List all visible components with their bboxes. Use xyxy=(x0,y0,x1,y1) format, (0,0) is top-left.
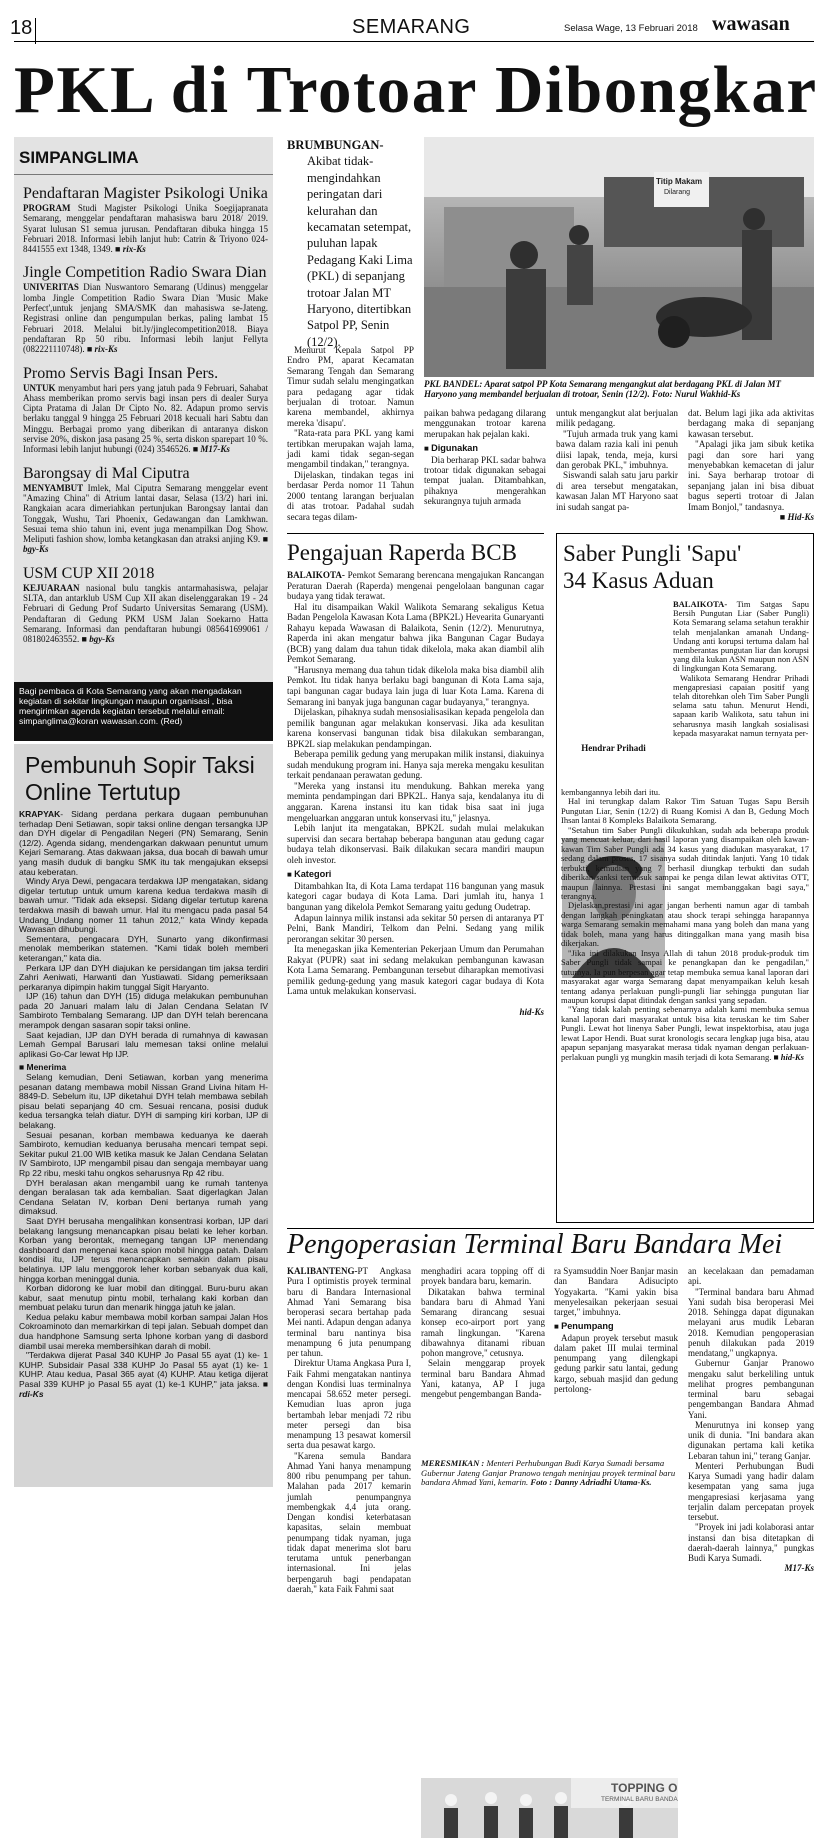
byline: rdi-Ks xyxy=(19,1388,44,1399)
brief-body: menyambut hari pers yang jatuh pada 9 Februari, Sahabat Ahass memberikan promo servis bagi insan pers di dealer Surya Cipta Pratama di Jalan Dr Cipto No. 82. Adapun promo servis berlaku tanggal 9 hingga 25 Februari 2018 kecuali hari Sabtu dan Minggu. Berbagai promo yang diberikan di antaranya diskon servise 20%, diskon jasa pasang 25 %, serta diskon sparepart 10 %. Informasi lebih lanjut hubungi (024) 3546526. xyxy=(23,382,269,455)
paragraph: IJP (16) tahun dan DYH (15) diduga melakukan pembunuhan pada 20 Januari malam lalu di Jalan Cendana Selatan IV Sambiroto Tembalang Semarang. IJP dan DYH telah berencana merampok dengan sasaran sopir taksi online. xyxy=(19,991,268,1031)
brief-title: Jingle Competition Radio Swara Dian xyxy=(23,264,267,282)
paragraph: - Sidang perdana perkara dugaan pembunuhan terhadap Deni Setiawan, sopir taksi online dengan tersangka IJP dan DYH digelar di Pengadilan Negeri (PN) Semarang, Senin (12/2). Agenda sidang, mendengarkan dakwaan penuntut umum Kejari Semarang. Atas dakwaan jaksa, dua bocah di bawah umur yang masih duduk di bangku SMK itu tak mengajukan eksepsi atau keberatan. xyxy=(19,809,268,877)
paragraph: Dikatakan bahwa terminal bandara baru di Ahmad Yani Semarang dirancang sesuai konsep eco-airport port yang ramah lingkungan. "Karena dibawahnya ditanami ribuan pohon mangrove," cetusnya. xyxy=(421,1286,545,1358)
brief-title: Barongsay di Mal Ciputra xyxy=(23,464,190,482)
photo-banner-text: TOPPING O xyxy=(611,1781,678,1795)
paragraph: untuk mengangkut alat berjualan milik pedagang. xyxy=(556,408,678,429)
paragraph: Beberapa pemilik gedung yang merupakan milik instansi, diakuinya sudah mendukung program ini. Hanya saja mereka mengaku kesulitan terkait pendanaan perawatan gedung. xyxy=(287,749,544,781)
sopir-headline: Pembunuh Sopir Taksi Online Tertutup xyxy=(25,752,255,805)
terminal-photo-caption xyxy=(421,1459,678,1492)
saber-headline: Saber Pungli 'Sapu' 34 Kasus Aduan xyxy=(563,541,742,593)
saber-side xyxy=(673,600,809,784)
paragraph: paikan bahwa pedagang dilarang menggunakan trotoar karena merupakan hak pejalan kaki. xyxy=(424,408,546,439)
main-headline: PKL di Trotoar Dibongkar xyxy=(14,53,818,127)
photo-credit: Foto : Danny Adriadhi Utama-Ks. xyxy=(530,1477,652,1488)
brief-lead: MENYAMBUT xyxy=(23,482,84,493)
paragraph: "Yang tidak kalah penting sebenarnya adalah kami membuka semua kanal laporan dari masyarakat untuk bisa kita teruskan ke tim Saber Pungli. Lewat hot linenya Saber Pungli, lewat inspektorbisa, atau juga lewat Lapor Hendi. Buat surat kronologis secara lengkap juga bisa, atau apapun sepanjang masyarakat merasa tidak nyaman dengan perlakuan-perlakuan pungli yg mungkin masih terjadi di kota Semarang. xyxy=(561,1004,809,1062)
brief-sign: bgy-Ks xyxy=(23,544,49,555)
raperda-article xyxy=(287,533,544,1223)
brief-sign: rix-Ks xyxy=(122,244,146,255)
paragraph: Dia berharap PKL sadar bahwa trotoar tidak digunakan sebagai tempat jualan. Ditambahkan, pihaknya mengerahkan sekurangnya tujuh armada xyxy=(424,454,546,507)
pkl-lead xyxy=(287,137,414,349)
subheading: ■ Menerima xyxy=(19,1062,67,1073)
paragraph: dat. Belum lagi jika ada aktivitas berdagang maka di sepanjang kawasan tersebut. xyxy=(688,408,814,439)
paragraph: "Terminal bandara baru Ahmad Yani sudah bisa beroperasi Mei 2018. Sehingga dapat digunakan melayani arus mudik Lebaran 2018. Kemudian pengoperasian penuh dilakukan pada 2019 mendatang," ungkapnya. xyxy=(688,1286,814,1358)
subheading: ■ Kategori xyxy=(287,869,544,881)
subheading: ■ Penumpang xyxy=(554,1321,678,1332)
subheading: ■ Digunakan xyxy=(424,443,546,454)
paragraph: Selain menggarap proyek terminal baru Bandara Ahmad Yani, katanya, AP I juga mengebut pengembangan Banda- xyxy=(421,1358,545,1399)
brief-sign: bgy-Ks xyxy=(89,634,115,645)
paragraph: Saat kejadian, IJP dan DYH berada di rumahnya di kawasan Lemah Gempal Barusari lalu memesan taksi online melalui aplikasi Go-Car lewat Hp IJP. xyxy=(19,1029,268,1059)
caption-text: Menteri Perhubungan Budi Karya Sumadi bersama Gubernur Jateng Ganjar Pranowo tengah meninjau proyek terminal baru bandara Ahmad Yani, kemarin. xyxy=(421,1458,676,1488)
paragraph: Ditambahkan Ita, di Kota Lama terdapat 116 bangunan yang masuk kategori cagar budaya di Kota Lama. Dari jumlah itu, hanya 1 bangunan yang dikelola Pemkot Semarang yaitu gedung Oudetrap. xyxy=(287,880,544,912)
brief-sign: M17-Ks xyxy=(200,444,230,455)
byline: hid-Ks xyxy=(519,1006,544,1017)
paragraph: Ita menegaskan jika Kementerian Pekerjaan Umum dan Perumahan Rakyat (PUPR) saat ini sedang melakukan pembangunan kawasan Kota Lama Semarang. Pembangunan tersebut diharapkan memotivasi pemilik gedung-gedung yang masuk kategori cagar budaya di Kota Lama untuk melakukan konservasi. xyxy=(287,944,544,997)
paragraph: Sesuai pesanan, korban membawa keduanya ke daerah Sambiroto, kemudian keduanya berusaha mencari tempat sepi. Sekitar pukul 21.00 WIB ketika masuk ke Jalan Cendana Selatan IV Sambiroto, IJP mengambil pisau dan sengaja membayar uang Rp 22 ribu, meski tahu ongkos seharusnya Rp 42 ribu. xyxy=(19,1129,268,1178)
paragraph: "Setahun tim Saber Pungli dikukuhkan, sudah ada beberapa produk yang mencuat keluar, dari hasil laporan yang disampaikan oleh kawan-kawan Tim Saber Pungli ada 34 kasus yang diadukan masyarakat, 17 sedang dalam proses, 17 sisanya sudah ditindak lanjuti. Yang 10 tidak terbukti, kemudian yang 7 berhasil diungkap terbukti dan sudah diberikan sanksi termasuk sampai ke penga dilan lewat aktivitas OTT, maupun lainnya. Prestasi ini sangat membanggakan bagi saya," terangnya. xyxy=(561,824,809,901)
paragraph: Walikota Semarang Hendrar Prihadi mengapresiasi capaian positif yang telah ditorehkan oleh Tim Saber Pungli selama satu tahun. Menurut Hendi, sapaan karib Walikota, satu tahun ini seharusnya masih langkah sosialisasi kepada masyarakat namun ternyata per- xyxy=(673,672,809,738)
paragraph: PT Angkasa Pura I optimistis proyek terminal baru di Bandara Internasional Ahmad Yani Semarang bisa beroperasi secara bertahap pada Mei nanti. Adapun dengan adanya terminal baru nantinya bisa menampung 6 juta penumpang per tahun. xyxy=(287,1266,411,1358)
brief-item: Promo Servis Bagi Insan Pers. UNTUK menyambut hari pers yang jatuh pada 9 Februari, Sahabat Ahass memberikan promo servis bagi insan pers di dealer Surya Cipta Pratama di Jalan Dr Cipto No. 82. Adapun promo servis berlaku tanggal 9 hingga 25 Februari 2018 kecuali hari Sabtu dan Minggu. Berbagai promo yang diberikan di antaranya diskon servise 20%, diskon jasa pasang 25 %, serta diskon sparepart 10 %. Informasi lebih lanjut hubungi (024) 3546526. ■ M17-Ks xyxy=(23,364,269,455)
sopir-article: Pembunuh Sopir Taksi Online Tertutup KRAPYAK- Sidang perdana perkara dugaan pembunuhan terhadap Deni Setiawan, sopir taksi online dengan tersangka IJP dan DYH digelar di Pengadilan Negeri (PN) Semarang, Senin (12/2). Agenda sidang, mendengarkan dakwaan penuntut umum Kejari Semarang. Atas dakwaan jaksa, dua bocah di bawah umur yang masih duduk di bangku SMK itu tak mengajukan eksepsi atau keberatan. Windy Arya Dewi, pengacara terdakwa IJP mengatakan, sidang digelar tertutup untuk umum karena kedua terdakwa masih di bawah umur. "Tidak ada eksepsi. Sidang digelar tertutup karena terdakwa masih di bawah umur. Hal itu mengacu pada pasal 54 Undang_Undang nomer 11 tahun 2012," kata Windy kepada Wawasan dihubungi. Sementara, pengacara DYH, Sunarto yang dikonfirmasi menolak memberikan statemen. "Kami tidak boleh memberi keterangan," kata dia. Perkara IJP dan DYH diajukan ke persidangan tim jaksa terdiri Zahri Aeniwati, Harwanti dan Yustiawati. Sidang pemeriksaan perkaranya dipimpin hakim tunggal Sigit Haryanto. IJP (16) tahun dan DYH (15) diduga melakukan pembunuhan pada 20 Januari malam lalu di Jalan Cendana Selatan IV Sambiroto Tembalang Semarang. IJP dan DYH telah berencana merampok dengan sasaran sopir taksi online. Saat kejadian, IJP dan DYH berada di rumahnya di kawasan Lemah Gempal Barusari lalu memesan taksi online melalui aplikasi Go-Car lewat Hp IJP. ■ Menerima Selang kemudian, Deni Setiawan, korban yang menerima pesanan datang membawa mobil Nissan Grand Livina hitam H-8849-D. Sebelum itu, IJP diketahui DYH telah membawa sebilah pisau belati sepanjang 40 cm. Sesuai rencana, posisi duduk kedua tersangka telah diatur. DYH di samping kiri korban, IJP di belakang. Sesuai pesanan, korban membawa keduanya ke daerah Sambiroto, kemudian keduanya berusaha mencari tempat sepi. Sekitar pukul 21.00 WIB ketika masuk ke Jalan Cendana Selatan IV Sambiroto, IJP mengambil pisau dan sengaja membayar uang Rp 22 ribu, meski tahu ongkos seharusnya Rp 42 ribu. DYH beralasan akan mengambil uang ke rumah tantenya dengan beralasan tak ada kembalian. Saat digerlagkan Jalan Cendana Selatan IV, korban Deni bertanya rumah yang dimaksud. Saat DYH berusaha mengalihkan konsentrasi korban, IJP dari belakang langsung menancapkan pisau belati ke leher korban. Korban yang berontak, memegang tangan IJP menendang dashboard dan mengenai kaca spion mobil hingga patah. Dalam kondisi itu, IJP terus menancapkan semakin dalam pisau belatinya. IJP lalu menggorok leher korban sebanyak dua kali, hingga korban meninggal dunia. Korban didorong ke luar mobil dan ditinggal. Buru-buru akan kabur, saat menutup pintu mobil, terhalang kaki korban dan membuat pelaku turun dan menarik hingga jatuh ke jalan. Kedua pelaku kabur membawa mobil korban sampai Jalan Hos Cokroaminoto dan memarkirkan di tepi jalan. Sebuah dompet dan dua handphone Samsung serta Iphone korban yang di dasbord diambil usai mereka membersihkan darah di mobil. "Terdakwa dijerat Pasal 340 KUHP Jo Pasal 55 ayat (1) ke- 1 KUHP. Subsidair Pasal 338 KUHP Jo Pasal 55 ayat (1) ke- 1 KUHP. Atau kedua, Pasal 365 ayat (4) KUHP. Atau ketiga dijerat Pasal 339 KUHP jo Pasal 55 ayat (1) ke-1 KUHP," jata jaksa. ■ rdi-Ks xyxy=(14,744,273,1487)
raperda-dateline: BALAIKOTA- xyxy=(287,570,345,580)
saber-body: kembangannya lebih dari itu. Hal ini terungkap dalam Rakor Tim Satuan Tugas Sapu Bersih Pungutan Liar, Senin (12/2) di Ruang Komisi A dan B, Gedung Moch Ihsan lantai 8 Kompleks Balaikota Semarang. "Setahun tim Saber Pungli dikukuhkan, sudah ada beberapa produk yang mencuat keluar, dari hasil laporan yang disampaikan oleh kawan-kawan Tim Saber Pungli ada 34 kasus yang diadukan masyarakat, 17 sedang dalam proses, 17 sisanya sudah ditindak lanjuti. Yang 10 tidak terbukti, kemudian yang 7 berhasil diungkap terbukti dan sudah diberikan sanksi termasuk sampai ke penga dilan lewat aktivitas OTT, maupun lainnya. Prestasi ini sangat membanggakan bagi saya," terangnya. Djelaskan,prestasi ini agar jangan berhenti namun agar di tambah dengan langkah peningkatan atau shock terapi sehingga harapannya warga Semarang semakin memahami mana yang boleh dan mana yang tidak boleh, mana yang harus ditinggalkan mana yang masih bisa dikerjakan. "Jika ini dilakukan Insya Allah di tahun 2018 produk-produk tim Saber Pungli tidak sampai ke penangkapan dan ke pengadilan," tuturnya. Ia pun berpesan agar tetap membuka semua kanal laporan dari masyarakat agar warga Semarang dapat menyampaikan keluh kesah tentang adanya perlakuan pungli-pungli liar sehingga pungutan liar maupun korupsi dapat ditindak dengan sanksi yang sepadan. "Yang tidak kalah penting sebenarnya adalah kami membuka semua kanal laporan dari masyarakat untuk bisa kita teruskan ke tim Saber Pungli. Lewat hot linenya Saber Pungli, lewat inspektorbisa, atau juga lewat Lapor Hendi. Buat surat kronologis secara lengkap juga bisa, atau apapun sepanjang masyarakat merasa tidak nyaman dengan perlakuan-perlakuan pungli yg mungkin masih terjadi di kota Semarang. ■ hid-Ks xyxy=(561,787,809,1062)
paragraph: Djelaskan,prestasi ini agar jangan berhenti namun agar di tambah dengan langkah peningkatan atau shock terapi sehingga harapannya warga Semarang semakin memahami mana yang boleh dan mana yang tidak boleh, mana yang harus ditinggalkan mana yang masih bisa dikerjakan. xyxy=(561,900,809,949)
terminal-col3 xyxy=(554,1266,678,1396)
brief-item: Pendaftaran Magister Psikologi Unika PROGRAM Studi Magister Psikologi Unika Soegijapranata Semarang, menggelar pendaftaran mahasiswa baru 2018/ 2019. Syarat lulusan S1 semua jurusan. Pendaftaran dibuka hingga 15 Februari 2018. Informasi lebih lanjut hub: Catrin & Triyono 024-8441555 ext 1348, 1349. ■ rix-Ks xyxy=(23,185,268,255)
terminal-col2 xyxy=(421,1266,545,1399)
paragraph: Perkara IJP dan DYH diajukan ke persidangan tim jaksa terdiri Zahri Aeniwati, Harwanti dan Yustiawati. Sidang pemeriksaan perkaranya dipimpin hakim tunggal Sigit Haryanto. xyxy=(19,962,268,992)
section-name: SEMARANG xyxy=(352,16,471,38)
caption-text: PKL BANDEL: Aparat satpol PP Kota Semarang mengangkut alat berdagang PKL di Jalan MT Haryono yang membandel berjualan di trotoar, Senin (12/2). xyxy=(424,379,781,400)
paragraph: kembangannya lebih dari itu. xyxy=(561,787,661,797)
brief-item: Jingle Competition Radio Swara Dian UNIVERITAS Dian Nuswantoro Semarang (Udinus) menggelar lomba Jingle Competition Radio Swara Dian 'Music Make Perfect',untuk jenjang SMA/SMK dan mahasiswa se-Jateng. Registrasi online dan pengumpulan berkas, paling lambat 15 Februari 2018. Melalui bit.ly/jinglecompetition2018. Biaya pendaftaran Rp 50 ribu. Informasi lebih lanjut Fellyta (082221110748). ■ rix-Ks xyxy=(23,264,268,355)
brief-title: USM CUP XII 2018 xyxy=(23,564,155,582)
simpanglima-title: SIMPANGLIMA xyxy=(14,137,273,175)
brand-logo: wawasan xyxy=(712,13,790,35)
byline: M17-Ks xyxy=(784,1563,814,1574)
paragraph: Menurut Kepala Satpol PP Endro PM, aparat Kecamatan Semarang Tengah dan Semarang Timur sudah selalu mengingatkan para pedagang agar tidak berjualan di trotoar. Namun karena membandel, akhirnya mereka 'disapu'. xyxy=(287,345,414,428)
paragraph: DYH beralasan akan mengambil uang ke rumah tantenya dengan beralasan tak ada kembalian. Saat digerlagkan Jalan Cendana Selatan IV, korban Deni bertanya rumah yang dimaksud. xyxy=(19,1177,268,1217)
paragraph: Sementara, pengacara DYH, Sunarto yang dikonfirmasi menolak memberikan statemen. "Kami tidak boleh memberi keterangan," kata dia. xyxy=(19,933,268,963)
paragraph: Windy Arya Dewi, pengacara terdakwa IJP mengatakan, sidang digelar tertutup untuk umum karena kedua terdakwa masih di bawah umur. "Tidak ada eksepsi. Sidang digelar tertutup karena terdakwa masih di bawah umur. Hal itu mengacu pada pasal 54 Undang_Undang nomer 11 tahun 2012," kata Windy kepada Wawasan dihubungi. xyxy=(19,876,268,935)
paragraph: Lebih lanjut ita mengatakan, BPK2L sudah mulai melakukan supervisi dan secara bertahap beberapa bangunan atau gedung cagar budaya telah dikonservasi. Baik dilakukan secara mandiri maupun oleh investor. xyxy=(287,823,544,865)
paragraph: Menurutnya ini konsep yang unik di dunia. "Ini bandara akan digunakan pertama kali ketika Lebaran tahun ini," terang Ganjar. xyxy=(688,1419,814,1461)
simpanglima-box xyxy=(14,137,273,741)
page-number: 18 xyxy=(10,17,33,39)
issue-date: Selasa Wage, 13 Februari 2018 xyxy=(564,23,698,34)
brief-item: USM CUP XII 2018 KEJUARAAN nasional bulu tangkis antarmahasiswa, pelajar SLTA, dan antarklub USM Cup XII akan diselenggarakan 19 - 24 Februari di Gedung Prof Sudarto Universitas Semarang (USM). Pendaftaran di Gedung PKM USM Jalan Soekarno Hatta Semarang. Informasi dan pendaftaran hubungi 085641699061 / 081802463552. ■ bgy-Ks xyxy=(23,564,269,645)
paragraph: "Jika ini dilakukan Insya Allah di tahun 2018 produk-produk tim Saber Pungli tidak sampai ke penangkapan dan ke pengadilan," tuturnya. Ia pun berpesan agar tetap membuka semua kanal laporan dari masyarakat agar warga Semarang dapat menyampaikan keluh kesah tentang adanya perlakuan pungli-pungli liar sehingga pungutan liar maupun korupsi dapat ditindak dengan sanksi yang sepadan. xyxy=(561,947,809,1005)
photo-sign-text: Dilarang xyxy=(664,189,691,196)
pkl-col4: dat. Belum lagi jika ada aktivitas berdagang maka di sepanjang kawasan tersebut. "Apalagi jika jam sibuk ketika pagi dan sore hari yang menyebabkan kemacetan di jalur ini. Saya berharap trotoar di sepanjang jalan ini bisa dibuat bagus seperti trotoar di Jalan Imam Bonjol," tandasnya. ■ Hid-Ks xyxy=(688,408,814,523)
brief-lead: UNIVERITAS xyxy=(23,282,79,293)
paragraph: "Tujuh armada truk yang kami bawa dalam razia kali ini penuh diisi lapak, tenda, meja, kursi dan gerobak PKL," imbuhnya. xyxy=(556,428,678,471)
paragraph: an kecelakaan dan pemadaman api. xyxy=(688,1266,814,1287)
paragraph: Korban didorong ke luar mobil dan ditinggal. Buru-buru akan kabur, saat menutup pintu mobil, terhalang kaki korban dan membuat pelaku turun dan menarik hingga jatuh ke jalan. xyxy=(19,1283,268,1313)
paragraph: "Terdakwa dijerat Pasal 340 KUHP Jo Pasal 55 ayat (1) ke- 1 KUHP. Subsidair Pasal 338 KUHP Jo Pasal 55 ayat (1) ke- 1 KUHP. Atau kedua, Pasal 365 ayat (4) KUHP. Atau ketiga dijerat Pasal 339 KUHP jo Pasal 55 ayat (1) ke-1 KUHP," jata jaksa. xyxy=(19,1350,268,1390)
paragraph: Selang kemudian, Deni Setiawan, korban yang menerima pesanan datang membawa mobil Nissan Grand Livina hitam H-8849-D. Sebelum itu, IJP diketahui DYH telah membawa sebilah pisau belati sepanjang 40 cm. Sesuai rencana, posisi duduk kedua tersangka telah diatur. DYH di samping kiri korban, IJP di belakang. xyxy=(19,1072,268,1130)
paragraph: Dijelaskan, tindakan tegas ini berdasar Perda nomor 11 Tahun 2000 tentang larangan berjualan di atas trotoar. Padahal sudah secara tegas dilam- xyxy=(287,469,414,522)
brief-body: nasional bulu tangkis antarmahasiswa, pelajar SLTA, dan antarklub USM Cup XII akan diselenggarakan 19 - 24 Februari di Gedung Prof Sudarto Universitas Semarang (USM). Pendaftaran di Gedung PKM USM Jalan Soekarno Hatta Semarang. Informasi dan pendaftaran hubungi 085641699061 / 081802463552. xyxy=(23,582,269,645)
paragraph: Adapun proyek tersebut masuk dalam paket III mulai terminal penumpang yang dilengkapi gedung parkir satu lantai, gedung kargo, sebuah masjid dan gedung pertolong- xyxy=(554,1332,678,1394)
photo-banner-subtext: TERMINAL BARU BANDA xyxy=(601,1796,678,1803)
terminal-photo xyxy=(421,1778,678,1838)
paragraph: "Mereka yang instansi itu mendukung. Bahkan mereka yang meminta pendampingan dari BPK2L. Hanya saja, kendalanya itu di anggaran. Karena instansi itu kan tidak bisa saat ini juga mengeluarkan anggaran untuk konservasi itu," jelasnya. xyxy=(287,780,544,823)
pkl-photo-caption xyxy=(424,379,814,401)
brief-lead: UNTUK xyxy=(23,382,56,393)
terminal-headline: Pengoperasian Terminal Baru Bandara Mei xyxy=(287,1228,814,1262)
paragraph: Hal itu disampaikan Wakil Walikota Semarang sekaligus Ketua Badan Pengelola Kawasan Kota Lama (BPK2L) Hevearita Gunaryanti Rahayu kepada Wawasan di Balaikota, Senin (12/2). Menurutnya, Raperda ini akan mengatur bahwa jika Bangunan Cagar Budaya (BCB) yang dalam dua tahun tidak dikelola, maka akan diambil alih Pemkot Semarang. xyxy=(287,601,544,665)
paragraph: "Karena semula Bandara Ahmad Yani hanya menampung 800 ribu penumpang per tahun. Malahan pada 2017 kemarin jumlah penumpangnya membengkak 4,4 juta orang. Dengan kondisi keterbatasan kapasitas, selain membuat penumpang tidak nyaman, juga tidak dapat menerima slot baru terutama untuk penerbangan internasional. Ini jelas berpengaruh bagi pendapatan daerah," kata Faik Fahmi saat xyxy=(287,1450,411,1594)
paragraph: Saat DYH berusaha mengalihkan konsentrasi korban, IJP dari belakang langsung menancapkan pisau belati ke leher korban. Korban yang berontak, memegang tangan IJP menendang dashboard dan mengenai kaca spion mobil hingga patah. Dalam kondisi itu, IJP terus menancapkan semakin dalam pisau belatinya. IJP lalu menggorok leher korban sebanyak dua kali, hingga korban meninggal dunia. xyxy=(19,1215,268,1284)
brief-lead: PROGRAM xyxy=(23,203,71,213)
brief-lead: KEJUARAAN xyxy=(23,582,80,593)
brief-title: Promo Servis Bagi Insan Pers. xyxy=(23,364,219,382)
byline: hid-Ks xyxy=(780,1051,804,1062)
brief-item: Barongsay di Mal Ciputra MENYAMBUT Imlek, Mal Ciputra Semarang menggelar event "Amazing China" di Atrium lantai dasar, Selasa (13/2) hari ini. Rangkaian acara dimeriahkan pertunjukan Barongsay lantai dan Tonggak, Wushu, Tari Phoenix, Gedawangan dan Lamkhwan. Sesuai tema shio tahun ini, event juga menampilkan Dog Show. Meliputi fashion show, lomba ketangkasan dan atraksi anjing K9. ■ bgy-Ks xyxy=(23,464,269,555)
paragraph: Hal ini terungkap dalam Rakor Tim Satuan Tugas Sapu Bersih Pungutan Liar, Senin (12/2) di Ruang Komisi A dan B, Gedung Moch Ihsan lantai 8 Kompleks Balaikota Semarang. xyxy=(561,796,809,826)
paragraph: Menteri Perhubungan Budi Karya Sumadi yang hadir dalam kesempatan yang sama juga mengapresiasi kerjasama yang terjalin dalam percepatan proyek tersebut. xyxy=(688,1460,814,1522)
paragraph: "Apalagi jika jam sibuk ketika pagi dan sore hari yang menyebabkan kemacetan di jalur ini. Saya berharap trotoar di sepanjang jalan ini bisa dibuat bagus seperti trotoar di Jalan Imam Bonjol," tandasnya. xyxy=(688,439,814,512)
sopir-lead: KRAPYAK xyxy=(19,809,61,819)
brief-title: Pendaftaran Magister Psikologi Unika xyxy=(23,185,268,202)
terminal-col4 xyxy=(688,1266,814,1574)
brief-body: Imlek, Mal Ciputra Semarang menggelar event "Amazing China" di Atrium lantai dasar, Selasa (13/2) hari ini. Rangkaian acara dimeriahkan pertunjukan Barongsay lantai dan Tonggak, Wushu, Tari Phoenix, Gedawangan dan Lamkhwan. Sesuai tema shio tahun ini, event juga menampilkan Dog Show. Meliputi fashion show, lomba ketangkasan dan atraksi anjing K9. xyxy=(23,482,268,545)
pkl-dateline: BRUMBUNGAN- xyxy=(287,138,384,152)
raperda-headline: Pengajuan Raperda BCB xyxy=(287,540,517,565)
pkl-photo-illustration xyxy=(424,137,814,377)
pkl-col1 xyxy=(287,345,414,530)
simpanglima-note: Bagi pembaca di Kota Semarang yang akan mengadakan kegiatan di sekitar lingkungan maupun organisasi , bisa mengirimkan agenda kegiatan tersebut melalui email: simpanglima@koran wawasan.com. (Red) xyxy=(14,682,273,741)
paragraph: Kedua pelaku kabur membawa mobil korban sampai Jalan Hos Cokroaminoto dan memarkirkan di tepi jalan. Sebuah dompet dan dua handphone Samsung serta Iphone korban yang di dasbord diambil usai mereka membersihkan darah di mobil. xyxy=(19,1311,268,1351)
terminal-dateline: KALIBANTENG- xyxy=(287,1266,358,1276)
paragraph: Gubernur Ganjar Pranowo mengaku salut berkeliling untuk melihat progres pembangunan terminal baru sebagai pengembangan Bandara Ahmad Yani. xyxy=(688,1358,814,1420)
pkl-col2 xyxy=(424,408,546,530)
byline: Hid-Ks xyxy=(787,512,814,523)
photo-sign-text: Titip Makam xyxy=(656,177,703,186)
paragraph: Pemkot Semarang berencana mengajukan Rancangan Peraturan Daerah (Raperda) mengenai pengelolaan bangunan cagar budaya yang tidak terawat. xyxy=(287,570,545,602)
page-header xyxy=(0,0,822,44)
brief-body: Dian Nuswantoro Semarang (Udinus) menggelar lomba Jingle Competition Radio Swara Dian 'Music Make Perfect',untuk jenjang SMA/SMK dan mahasiswa se-Jateng. Registrasi online dan pengumpulan berkas, paling lambat 15 Februari 2018. Melalui bit.ly/jinglecompetition2018. Biaya pendaftaran Rp 50 ribu. Informasi lebih lanjut Fellyta (082221110748). xyxy=(23,282,268,355)
paragraph: Direktur Utama Angkasa Pura I, Faik Fahmi mengatakan nantinya dengan Kondisi luas terminalnya mencapai 58.652 meter persegi. Kemudian luas apron juga bertambah lebar menjadi 72 ribu meter persegi dan bisa menampung 13 pesawat komersil serta dua pesawat kargo. xyxy=(287,1358,411,1451)
paragraph: Dijelaskan, pihaknya sudah mensosialisasikan kepada pengelola dan pemilik bangunan agar melakukan konservasi. Jika ada kesulitan karena konservasi bangunan tidak bisa dilakukan sembarangan, BPK2L siap melakukan pendampingan. xyxy=(287,707,544,749)
paragraph: "Harusnya memang dua tahun tidak dikelola maka bisa diambil alih Pemkot. Itu tidak hanya berlaku bagi bangunan di Kota Lama saja, tapi bangunan cagar budaya lain juga di luar Kota Lama. Karena di Semarang ini banyak juga bangunan cagar budayanya," terangnya. xyxy=(287,664,544,707)
terminal-col1 xyxy=(287,1266,411,1594)
paragraph: menghadiri acara topping off di proyek bandara baru, kemarin. xyxy=(421,1266,545,1287)
paragraph: Adapun lainnya milik instansi ada sekitar 50 persen di antaranya PT Pelni, Bank Mandiri, Telkom dan Pelni. Sedang yang milik perorangan sekitar 30 persen. xyxy=(287,912,544,944)
pkl-intro: Akibat tidak-mengindahkan peringatan dari kelurahan dan kecamatan setempat, puluhan lapak Pedagang Kaki Lima (PKL) di sepanjang trotoar Jalan MT Haryono, ditertibkan Satpol PP, Senin (12/2). xyxy=(307,154,413,349)
saber-dateline: BALAIKOTA- xyxy=(673,599,728,609)
caption-label: MERESMIKAN : xyxy=(421,1458,485,1468)
brief-sign: rix-Ks xyxy=(94,344,118,355)
paragraph: Siswandi salah satu jaru parkir di area tersebut mengatakan, kawasan Jalan MT Haryono saat ini sudah sangat pa- xyxy=(556,470,678,512)
paragraph: "Rata-rata para PKL yang kami tertibkan merupakan wajah lama, jadi kami tidak segan-segan mengambil tindakan," terangnya. xyxy=(287,428,414,470)
saber-photo-label: Hendrar Prihadi xyxy=(581,743,646,753)
pkl-col3 xyxy=(556,408,678,530)
paragraph: Tim Satgas Sapu Bersih Pungutan Liar (Saber Pungli) Kota Semarang selama setahun terakhir telah menjalankan amanah Undang-Undang anti korupsi tertuma dalam hal memberantas pungutan liar dan korupsi yang dila kukan ASN maupun non ASN di lingkungan Kota Semarang. xyxy=(673,599,809,674)
brief-body: Studi Magister Psikologi Unika Soegijapranata Semarang, menggelar pendaftaran mahasiswa baru 2018/ 2019. Syarat lulusan S1 semua jurusan. Pendaftaran dibuka hingga 15 Februari 2018. Informasi lebih lanjut hub: Catrin & Triyono 024-8441555 ext 1348, 1349. xyxy=(23,203,268,255)
photo-credit: Foto: Nurul Wakhid-Ks xyxy=(652,389,741,400)
paragraph: "Proyek ini jadi kolaborasi antar instansi dan bisa ditetapkan di daerah-daerah lainnya," pungkas Budi Karya Sumadi. xyxy=(688,1522,814,1563)
pkl-photo xyxy=(424,137,814,377)
paragraph: ra Syamsuddin Noer Banjar masin dan Bandara Adisucipto Yogyakarta. "Kami yakin bisa menyelesaikan pekerjaan sesuai target," imbuhnya. xyxy=(554,1266,678,1317)
